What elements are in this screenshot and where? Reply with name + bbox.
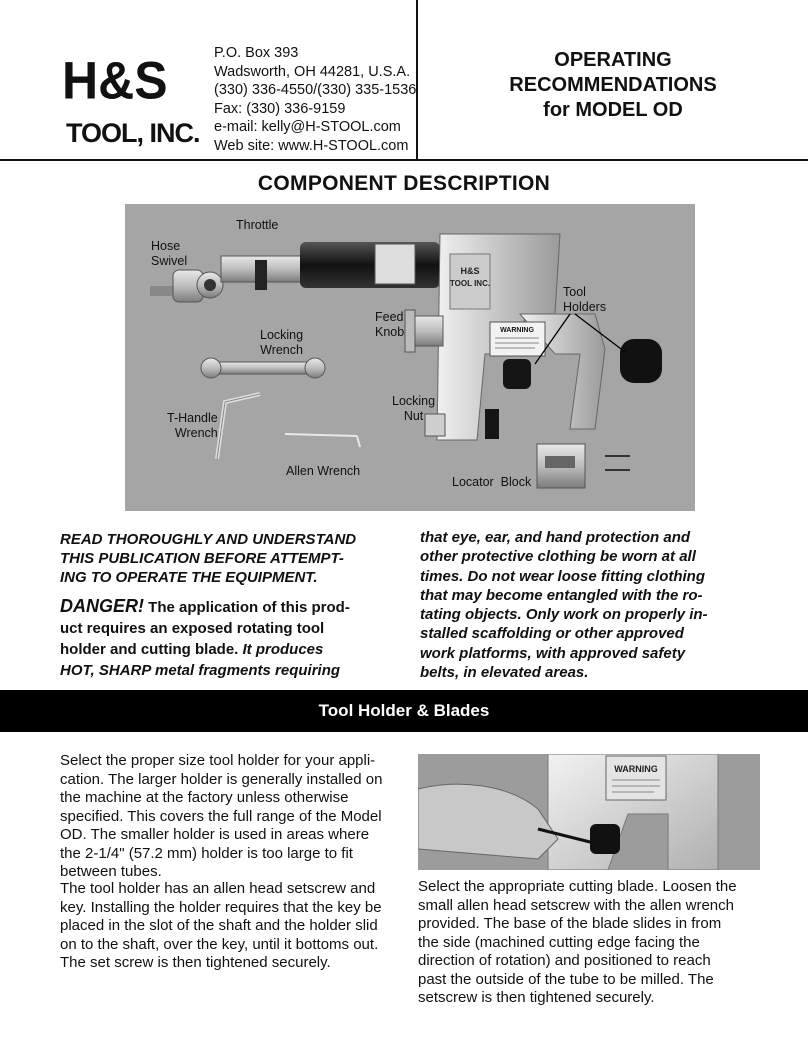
- hose-swivel: [150, 270, 223, 302]
- document-title: [418, 48, 808, 123]
- warning-right-line1: that eye, ear, and hand protection and: [420, 529, 691, 546]
- label-locking-wrench-line2: Wrench: [260, 343, 303, 357]
- protection-warning: [420, 528, 708, 682]
- body-p1-line2: cation. The larger holder is generally installed on: [60, 770, 383, 788]
- danger-word: DANGER!: [60, 596, 144, 616]
- title-line-2: RECOMMENDATIONS: [509, 74, 717, 96]
- danger-warning: [60, 596, 350, 681]
- machine-frame: [437, 234, 605, 440]
- component-photo: [125, 204, 695, 511]
- body-p1-line7: between tubes.: [60, 863, 162, 880]
- label-hose-swivel-line2: Swivel: [151, 254, 188, 268]
- warning-right-line6: stalled scaffolding or other approved: [420, 625, 684, 643]
- address-city: Wadsworth, OH 44281, U.S.A.: [214, 63, 411, 80]
- label-allen-wrench: Allen Wrench: [286, 464, 361, 478]
- label-locking-wrench-line1: Locking: [260, 328, 304, 342]
- read-thoroughly-warning: [60, 530, 356, 587]
- danger-line4: HOT, SHARP metal fragments requiring: [60, 662, 341, 679]
- label-tool-holders-line1: Tool: [563, 285, 586, 299]
- tool-holder-photo: [418, 754, 760, 870]
- warning-right-line8: belts, in elevated areas.: [420, 664, 589, 682]
- body-right-line2: small allen head setscrew with the allen wrench: [418, 896, 734, 914]
- body-p2-line2: key. Installing the holder requires that the key be: [60, 898, 382, 916]
- label-hose-swivel: [151, 239, 187, 269]
- danger-line3-italic: It produces: [242, 641, 324, 658]
- danger-line1-rest: The application of this prod-: [144, 599, 350, 616]
- warning-left-line2: THIS PUBLICATION BEFORE ATTEMPT-: [60, 550, 344, 567]
- body-p1-line4: specified. This covers the full range of the Model: [60, 807, 382, 825]
- hand-shape: [418, 784, 558, 859]
- t-handle-wrench: [217, 394, 260, 459]
- component-description-heading: COMPONENT DESCRIPTION: [257, 172, 551, 195]
- warning-left-line1: READ THOROUGHLY AND UNDERSTAND: [60, 531, 357, 548]
- label-throttle: Throttle: [236, 218, 279, 232]
- body-p2-line4: on to the shaft, over the key, until it bottoms out.: [60, 935, 379, 953]
- body-right-line1: Select the appropriate cutting blade. Loosen the: [418, 878, 737, 895]
- svg-text:H&S: H&S: [460, 266, 480, 276]
- label-tool-holders: [563, 285, 606, 315]
- label-t-handle-wrench: [167, 411, 218, 441]
- danger-line3-plain: holder and cutting blade.: [60, 641, 243, 658]
- label-t-handle-line2: Wrench: [174, 426, 218, 440]
- tool-holder-illustration: [418, 754, 760, 870]
- body-p1-line5: OD. The smaller holder is used in areas where: [60, 826, 370, 843]
- air-motor: [221, 242, 440, 290]
- svg-text:WARNING: WARNING: [500, 327, 534, 334]
- label-feed-knob: [375, 310, 404, 340]
- body-p1-line3: the machine at the factory unless otherwise: [60, 789, 349, 806]
- header-horizontal-divider: [0, 159, 808, 161]
- label-tool-holders-line2: Holders: [563, 300, 607, 314]
- address-email: e-mail: kelly@H-STOOL.com: [214, 119, 401, 135]
- feed-knob: [405, 310, 443, 352]
- allen-wrench-tool: [285, 434, 360, 447]
- body-right-line7: setscrew is then tightened securely.: [418, 989, 655, 1006]
- warning-right-line2: other protective clothing be worn at all: [420, 548, 696, 566]
- label-feed-knob-line2: Knob: [375, 325, 405, 339]
- svg-text:TOOL INC.: TOOL INC.: [449, 279, 491, 288]
- locator-block: [537, 444, 630, 488]
- warning-left-line3: ING TO OPERATE THE EQUIPMENT.: [60, 569, 318, 586]
- label-locking-nut-line1: Locking: [392, 394, 436, 408]
- body-right-line4: the side (machined cutting edge facing the: [418, 933, 700, 951]
- label-feed-knob-line1: Feed: [375, 310, 404, 324]
- tool-holder-install-paragraph: [60, 880, 382, 973]
- address-pobox: P.O. Box 393: [214, 45, 299, 61]
- warning-right-line7: work platforms, with approved safety: [420, 644, 686, 662]
- component-illustration: [125, 204, 695, 511]
- svg-text:H&S: H&S: [62, 51, 168, 110]
- svg-text:WARNING: WARNING: [614, 764, 658, 774]
- warning-right-line3: times. Do not wear loose fitting clothing: [420, 567, 706, 585]
- body-p1-line6: the 2-1/4" (57.2 mm) holder is too large to fit: [60, 844, 353, 862]
- warning-right-line5: tating objects. Only work on properly in-: [420, 606, 708, 624]
- body-p2-line3: placed in the slot of the shaft and the holder slid: [60, 917, 378, 934]
- title-line-3: for MODEL OD: [543, 99, 683, 121]
- locking-wrench: [201, 358, 325, 378]
- label-hose-swivel-line1: Hose: [151, 239, 181, 253]
- body-right-line5: direction of rotation) and positioned to reach: [418, 952, 711, 969]
- danger-line2: uct requires an exposed rotating tool: [60, 620, 325, 637]
- address-fax: Fax: (330) 336-9159: [214, 100, 346, 117]
- tool-holder-blades-section-header: Tool Holder & Blades: [0, 690, 808, 732]
- body-right-line6: past the outside of the tube to be milled. The: [418, 970, 714, 988]
- tool-holder-selection-paragraph: [60, 752, 382, 882]
- body-p2-line5: The set screw is then tightened securely.: [60, 954, 331, 971]
- address-phone: (330) 336-4550/(330) 335-1536: [214, 82, 417, 98]
- company-logo: [60, 50, 205, 150]
- svg-text:TOOL, INC.: TOOL, INC.: [66, 118, 200, 148]
- label-locking-nut: [392, 394, 435, 424]
- label-locking-nut-line2: Nut: [403, 409, 424, 423]
- label-locking-wrench: [260, 328, 303, 358]
- label-t-handle-line1: T-Handle: [167, 411, 218, 425]
- company-address: [214, 44, 416, 155]
- label-locator-block: Locator Block: [452, 475, 532, 489]
- address-website: Web site: www.H-STOOL.com: [214, 137, 409, 154]
- body-p1-line1: Select the proper size tool holder for your appli-: [60, 752, 376, 769]
- cutting-blade-paragraph: [418, 878, 737, 1008]
- body-right-line3: provided. The base of the blade slides in from: [418, 915, 722, 932]
- body-p2-line1: The tool holder has an allen head setscrew and: [60, 880, 376, 897]
- warning-right-line4: that may become entangled with the ro-: [420, 586, 703, 604]
- title-line-1: OPERATING: [554, 49, 672, 71]
